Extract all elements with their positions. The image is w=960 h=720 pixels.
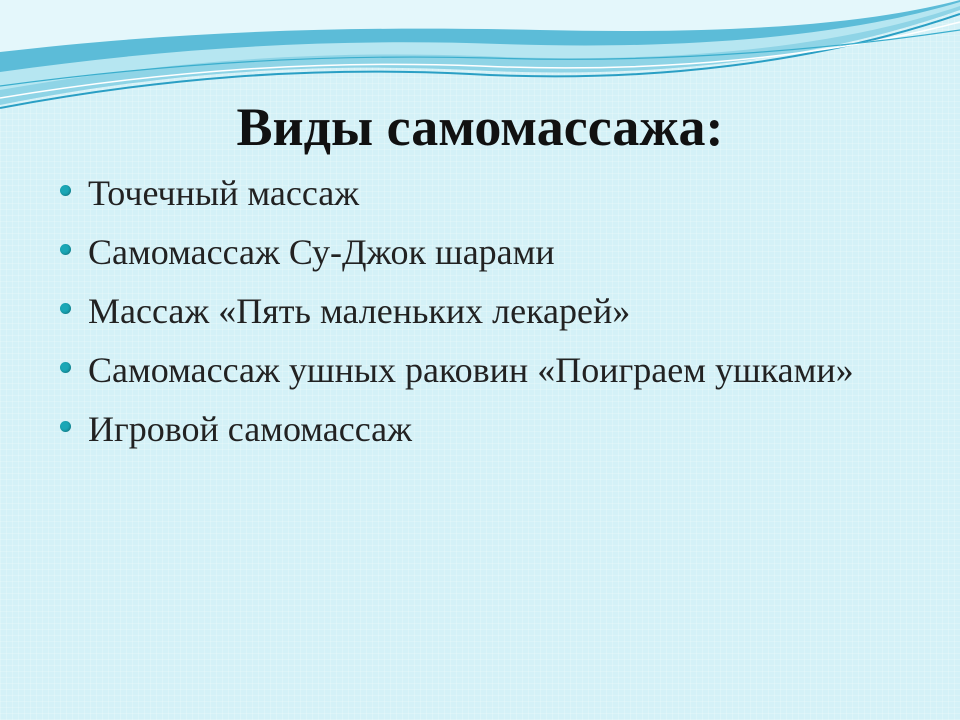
- bullet-text: Игровой самомассаж: [88, 409, 413, 449]
- bullet-item: [60, 229, 920, 275]
- bullet-item: [60, 288, 920, 334]
- bullet-text: Самомассаж Су-Джок шарами: [88, 232, 555, 272]
- bullet-dot-icon: [60, 421, 71, 432]
- bullet-dot-icon: [60, 362, 71, 373]
- bullet-text: Самомассаж ушных раковин «Поиграем ушками»: [88, 350, 854, 390]
- bullet-text: Точечный массаж: [88, 173, 360, 213]
- slide-title: Виды самомассажа:: [236, 97, 724, 157]
- bullet-dot-icon: [60, 244, 71, 255]
- bullet-item: [60, 170, 920, 216]
- bullet-text: Массаж «Пять маленьких лекарей»: [88, 291, 631, 331]
- bullet-item: [60, 406, 920, 452]
- bullet-list: [60, 170, 920, 465]
- bullet-item: [60, 347, 920, 393]
- bullet-dot-icon: [60, 185, 71, 196]
- bullet-dot-icon: [60, 303, 71, 314]
